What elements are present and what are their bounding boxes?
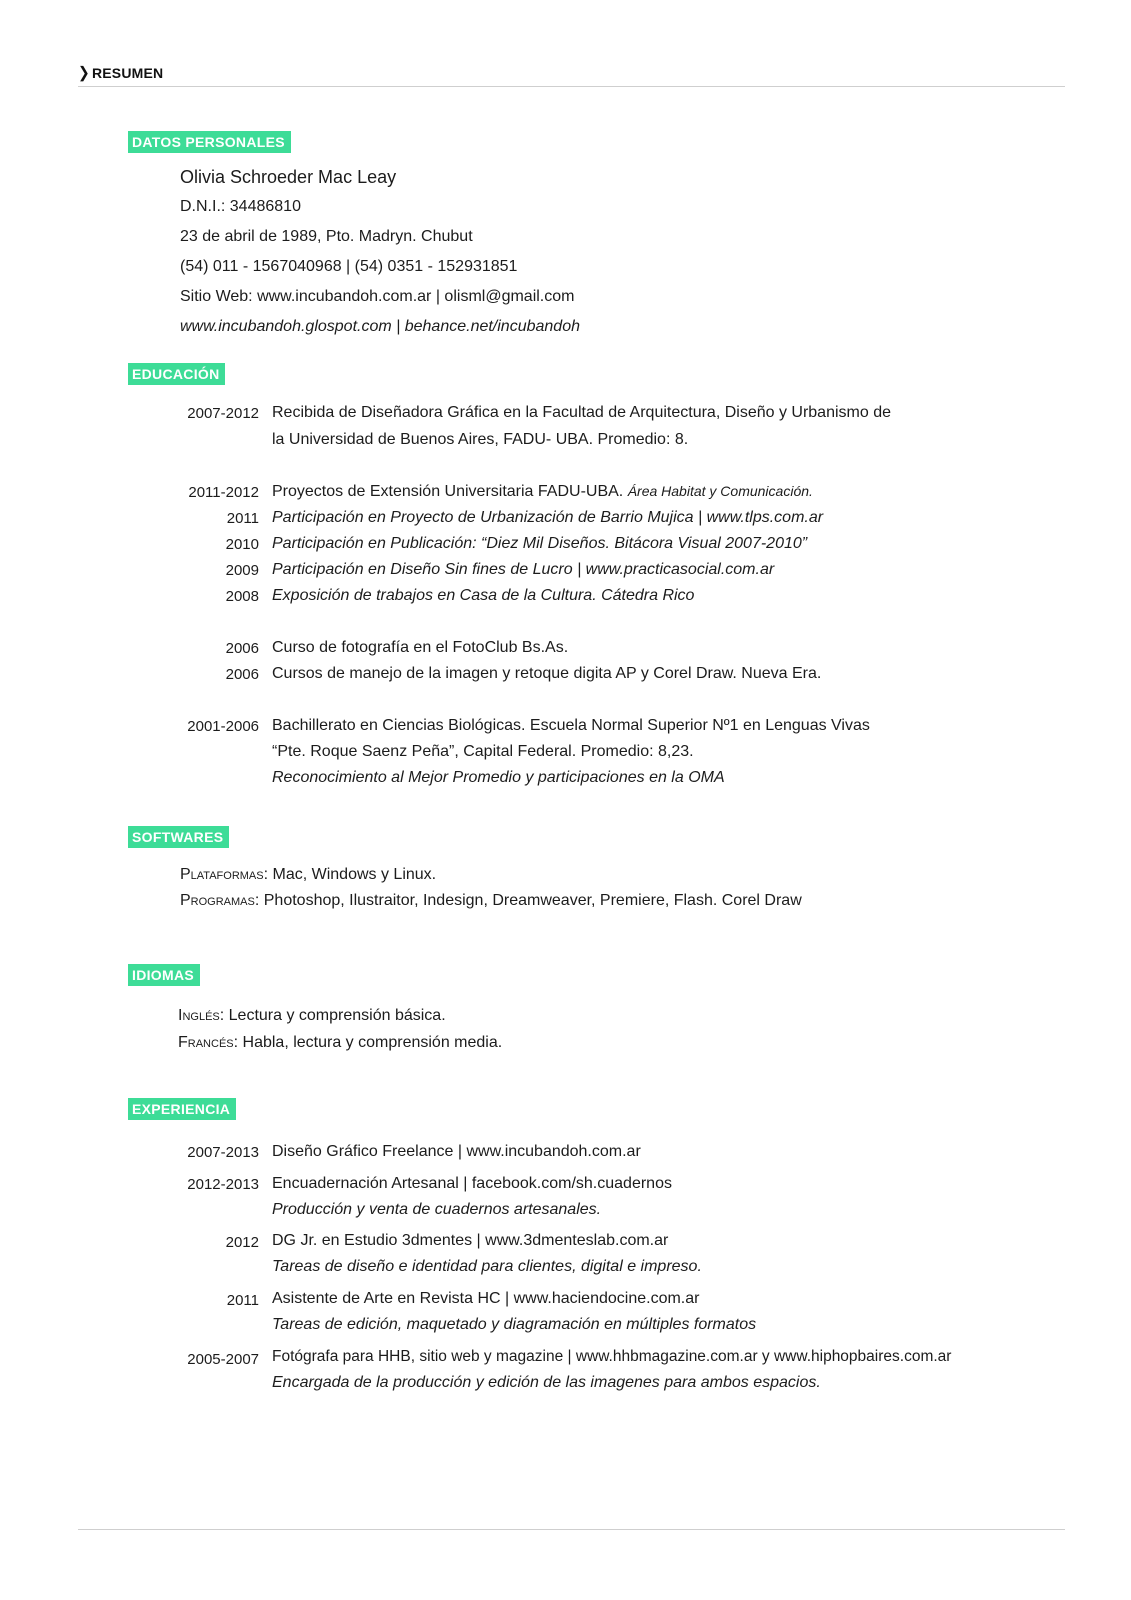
education-line: Cursos de manejo de la imagen y retoque digita AP y Corel Draw. Nueva Era. [272,665,822,682]
education-year: 2008 [225,588,259,605]
experience-year: 2011 [226,1292,259,1309]
bottom-divider [78,1529,1065,1530]
experience-year: 2012-2013 [187,1176,259,1193]
education-line: la Universidad de Buenos Aires, FADU- UBA. Promedio: 8. [272,431,689,448]
software-programs [180,892,802,910]
language-english [178,1007,446,1025]
person-birth: 23 de abril de 1989, Pto. Madryn. Chubut [180,228,473,245]
education-line: Exposición de trabajos en Casa de la Cultura. Cátedra Rico [272,587,695,604]
section-tag-software: SOFTWARES [128,826,229,848]
language-french-value: : Habla, lectura y comprensión media. [233,1034,503,1051]
software-platforms-label: Plataformas [180,866,264,883]
education-line: Bachillerato en Ciencias Biológicas. Escuela Normal Superior Nº1 en Lenguas Vivas [272,717,870,734]
software-platforms-value: : Mac, Windows y Linux. [263,866,437,883]
education-year: 2006 [225,640,259,657]
person-web: Sitio Web: www.incubandoh.com.ar | olisml@gmail.com [180,288,575,305]
education-line-text: Proyectos de Extensión Universitaria FADU-UBA. [272,483,624,500]
education-line: Recibida de Diseñadora Gráfica en la Facultad de Arquitectura, Diseño y Urbanismo de [272,404,891,421]
experience-line: Producción y venta de cuadernos artesanales. [272,1201,602,1218]
education-year: 2001-2006 [187,718,259,735]
education-year: 2007-2012 [187,405,259,422]
experience-year: 2007-2013 [187,1144,259,1161]
education-line: Curso de fotografía en el FotoClub Bs.As. [272,639,569,656]
software-programs-value: : Photoshop, Ilustraitor, Indesign, Dreamweaver, Premiere, Flash. Corel Draw [254,892,802,909]
section-tag-personal: DATOS PERSONALES [128,131,291,153]
person-links: www.incubandoh.glospot.com | behance.net/incubandoh [180,318,580,335]
education-line: Participación en Diseño Sin fines de Lucro | www.practicasocial.com.ar [272,561,775,578]
experience-line: Encargada de la producción y edición de las imagenes para ambos espacios. [272,1374,821,1391]
section-tag-education: EDUCACIÓN [128,363,225,385]
experience-line: Asistente de Arte en Revista HC | www.haciendocine.com.ar [272,1290,700,1307]
experience-line: Encuadernación Artesanal | facebook.com/sh.cuadernos [272,1175,672,1192]
education-line: “Pte. Roque Saenz Peña”, Capital Federal. Promedio: 8,23. [272,743,694,760]
page-title: RESUMEN [91,64,164,81]
language-french-label: Francés [178,1034,234,1051]
experience-line: DG Jr. en Estudio 3dmentes | www.3dmenteslab.com.ar [272,1232,669,1249]
education-year: 2009 [225,562,259,579]
education-year: 2006 [225,666,259,683]
experience-year: 2005-2007 [187,1351,259,1368]
experience-line: Fotógrafa para HHB, sitio web y magazine | www.hhbmagazine.com.ar y www.hiphopbaires.com.ar [272,1348,952,1365]
language-french [178,1034,502,1052]
experience-line: Diseño Gráfico Freelance | www.incubandoh.com.ar [272,1143,641,1160]
education-year: 2011 [226,510,259,527]
person-name: Olivia Schroeder Mac Leay [180,167,397,187]
page-header [78,64,163,81]
software-platforms [180,866,436,884]
education-line [272,483,813,501]
person-phones: (54) 011 - 1567040968 | (54) 0351 - 152931851 [180,258,518,275]
top-divider [78,86,1065,87]
person-dni: D.N.I.: 34486810 [180,198,301,215]
language-english-label: Inglés [178,1007,220,1024]
software-programs-label: Programas [180,892,255,909]
chevron-right-icon: ❯ [78,63,90,81]
section-tag-experience: EXPERIENCIA [128,1098,236,1120]
education-year: 2011-2012 [188,484,259,501]
experience-line: Tareas de edición, maquetado y diagramación en múltiples formatos [272,1316,757,1333]
education-line: Participación en Proyecto de Urbanización de Barrio Mujica | www.tlps.com.ar [272,509,824,526]
section-tag-languages: IDIOMAS [128,964,200,986]
experience-year: 2012 [225,1234,259,1251]
education-year: 2010 [225,536,259,553]
education-line: Reconocimiento al Mejor Promedio y participaciones en la OMA [272,769,725,786]
education-line: Participación en Publicación: “Diez Mil Diseños. Bitácora Visual 2007-2010” [272,535,808,552]
language-english-value: : Lectura y comprensión básica. [219,1007,446,1024]
education-line-note: Área Habitat y Comunicación. [627,483,813,499]
experience-line: Tareas de diseño e identidad para clientes, digital e impreso. [272,1258,702,1275]
